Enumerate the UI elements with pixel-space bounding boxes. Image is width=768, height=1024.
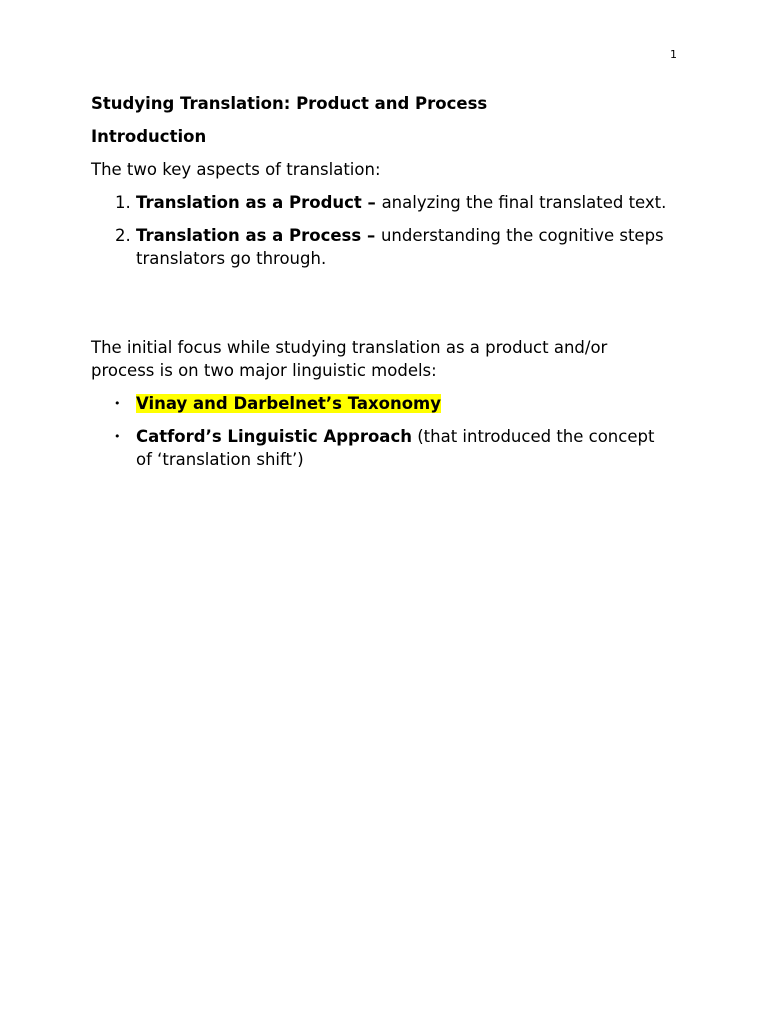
aspect-description: understanding the cognitive steps translators go through. bbox=[136, 226, 664, 268]
bullet-icon: • bbox=[114, 397, 121, 410]
section-heading: Introduction bbox=[91, 127, 207, 146]
lead-paragraph: The two key aspects of translation: bbox=[91, 160, 381, 179]
list-item bbox=[114, 425, 671, 471]
page-number: 1 bbox=[670, 48, 677, 61]
aspect-term: Translation as a Product bbox=[136, 193, 362, 212]
bullet-icon: • bbox=[114, 430, 121, 443]
model-term: Catford’s Linguistic Approach bbox=[136, 427, 412, 446]
list-item bbox=[114, 392, 671, 415]
aspects-list bbox=[91, 191, 671, 270]
focus-paragraph: The initial focus while studying translation as a product and/or process is on two major linguistic models: bbox=[91, 338, 608, 380]
list-item bbox=[136, 224, 671, 270]
aspect-description: analyzing the final translated text. bbox=[381, 193, 667, 212]
models-list bbox=[91, 392, 671, 471]
document-title: Studying Translation: Product and Process bbox=[91, 94, 488, 113]
model-detail: (that introduced the concept of ‘translation shift’) bbox=[136, 427, 655, 469]
aspect-separator: – bbox=[361, 193, 382, 212]
document-body bbox=[91, 92, 671, 481]
model-term-highlighted: Vinay and Darbelnet’s Taxonomy bbox=[136, 394, 442, 413]
aspect-separator: – bbox=[361, 226, 381, 245]
list-item bbox=[136, 191, 671, 214]
aspect-term: Translation as a Process bbox=[136, 226, 362, 245]
